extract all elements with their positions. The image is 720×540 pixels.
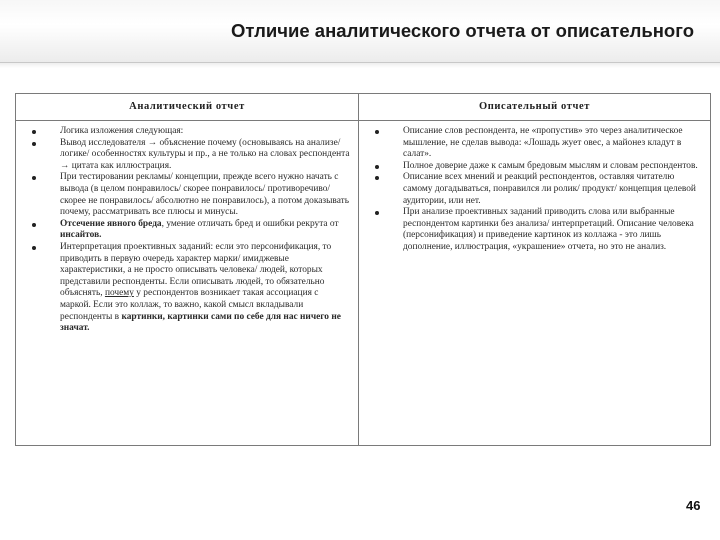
bullet-icon (375, 130, 379, 134)
list-item (60, 219, 350, 242)
bullet-icon (375, 165, 379, 169)
item-text-bold: картинки, картинки сами по себе для нас ничего не значат. (60, 311, 341, 334)
bullet-icon (32, 223, 36, 227)
analytical-header: Аналитический отчет (16, 94, 358, 121)
item-text: При анализе проективных заданий приводить слова или выбранные респондентом картинки без анализа/ интерпретаций. Описание человека (персонификация) и приведение картинок из коллажа - это лишь дополнение, иллюстрация, «украшение» отчета, но это не анализ. (403, 207, 694, 252)
item-text: у респондентов возникает такая ассоциация с маркой. Если это коллаж, то важно, какой смысл вкладывали респонденты в (60, 288, 319, 322)
page-number: 46 (686, 498, 701, 513)
bullet-icon (375, 211, 379, 215)
analytical-column (16, 94, 359, 445)
item-text: Описание всех мнений и реакций респондентов, оставляя читателю самому догадываться, понравился ли ролик/ продукт/ концепция целевой аудитории, или нет. (403, 172, 696, 206)
descriptive-column (359, 94, 710, 445)
list-item (60, 242, 350, 335)
item-text-underlined: почему (104, 288, 134, 299)
item-text: Описание слов респондента, не «пропустив» это через аналитическое мышление, не сделав вывода: «Лошадь жует овес, а майонез кладут в салат». (403, 126, 683, 160)
list-item (403, 172, 698, 207)
bullet-icon (32, 176, 36, 180)
item-text: Вывод исследователя → объяснение почему (основываясь на анализе/ логике/ особенностях культуры и пр., а не только на словах респондента → цитата как иллюстрация. (60, 137, 350, 171)
list-item (60, 172, 350, 218)
bullet-icon (32, 130, 36, 134)
list-item (60, 126, 350, 138)
list-item (60, 138, 350, 173)
item-text: Интерпретация проективных заданий: если это персонификация, то приводить в первую очередь характер марки/ имиджевые характеристики, а не просто описывать человека/ людей, которых представили респонденты. Если описывать людей, то обязательно объяснять, (60, 241, 332, 299)
title-bar (0, 0, 720, 63)
item-text-bold: Отсечение явного бреда (60, 218, 162, 229)
descriptive-list (359, 121, 710, 254)
item-text: При тестировании рекламы/ концепции, прежде всего нужно начать с вывода (в целом понравилось/ скорее понравилось/ противоречиво/ скорее не понравилось/ абсолютно не понравилось), а потом доказывать почему, рассматривать все плюсы и минусы. (60, 172, 350, 218)
bullet-icon (32, 246, 36, 250)
item-text: Логика изложения следующая: (60, 126, 184, 136)
list-item (403, 126, 698, 161)
analytical-list (16, 121, 358, 335)
bullet-icon (32, 142, 36, 146)
descriptive-header: Описательный отчет (359, 94, 710, 121)
bullet-icon (375, 176, 379, 180)
list-item (403, 207, 698, 253)
item-text: Полное доверие даже к самым бредовым мыслям и словам респондентов. (403, 160, 698, 171)
list-item (403, 161, 698, 173)
slide-title: Отличие аналитического отчета от описательного (230, 20, 694, 41)
item-text: , умение отличать бред и ошибки рекрута от (161, 218, 339, 229)
item-text-bold: инсайтов. (60, 230, 102, 241)
comparison-table (15, 93, 711, 446)
